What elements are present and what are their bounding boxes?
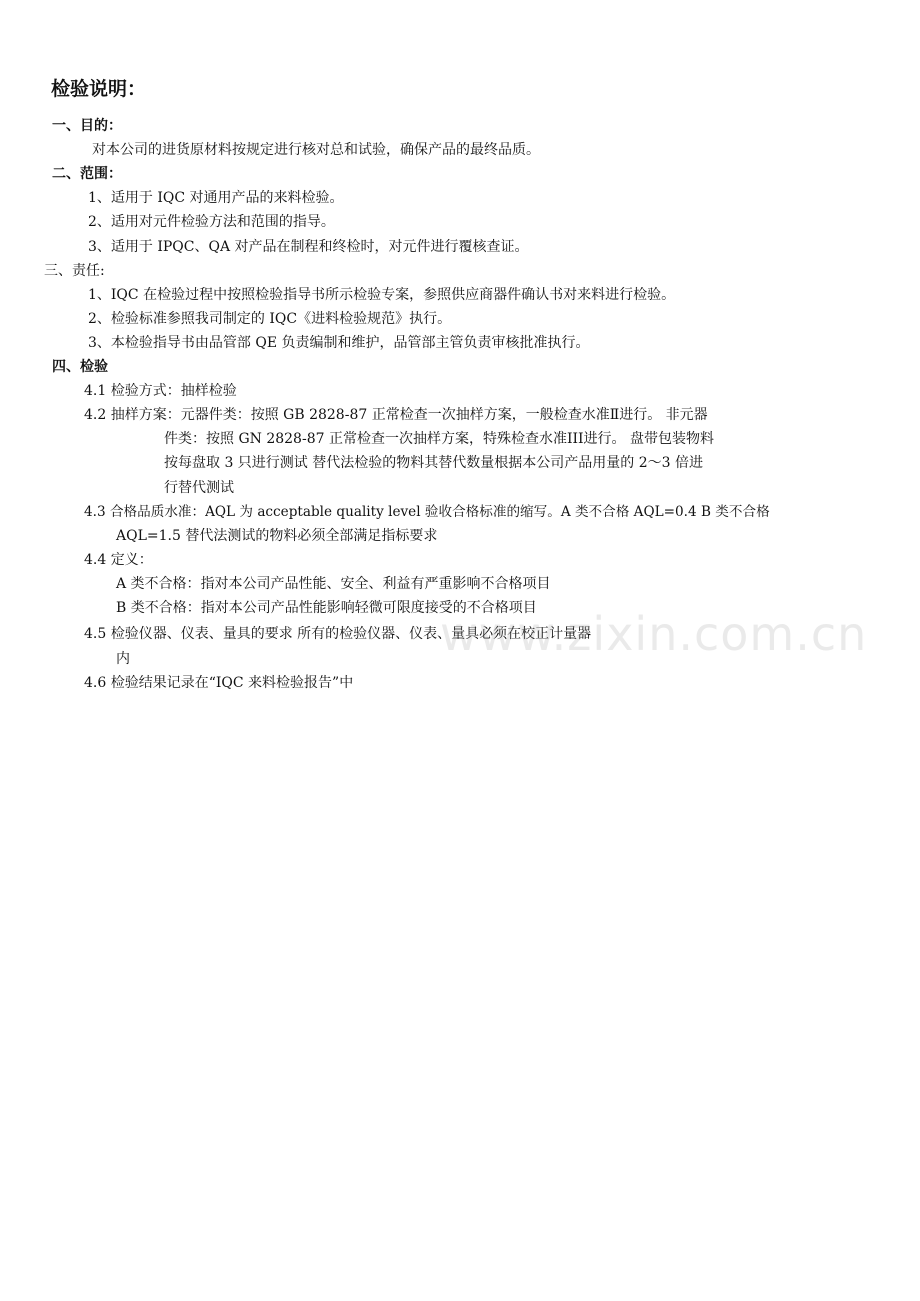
scope-line-1: 1、适用于 IQC 对通用产品的来料检验。 <box>88 190 344 206</box>
purpose-line: 对本公司的进货原材料按规定进行核对总和试验，确保产品的最终品质。 <box>92 142 540 158</box>
inspection-line-4-4: 4.4 定义： <box>84 552 153 568</box>
inspection-line-4-3-cont: AQL=1.5 替代法测试的物料必须全部满足指标要求 <box>116 528 438 544</box>
inspection-line-4-2-cont-2: 按每盘取 3 只进行测试 替代法检验的物料其替代数量根据本公司产品用量的 2～3 倍进 <box>164 455 703 471</box>
inspection-line-4-6: 4.6 检验结果记录在“IQC 来料检验报告”中 <box>84 675 354 691</box>
section-inspection-heading: 四、检验 <box>52 359 108 375</box>
definition-class-b: B 类不合格：指对本公司产品性能影响轻微可限度接受的不合格项目 <box>116 600 537 616</box>
inspection-line-4-1: 4.1 检验方式：抽样检验 <box>84 383 237 399</box>
inspection-line-4-3: 4.3 合格品质水准：AQL 为 acceptable quality level 验收合格标准的缩写。A 类不合格 AQL=0.4 B 类不合格 <box>84 504 770 520</box>
responsibility-line-2: 2、检验标准参照我司制定的 IQC《进料检验规范》执行。 <box>88 311 452 327</box>
responsibility-line-3: 3、本检验指导书由品管部 QE 负责编制和维护，品管部主管负责审核批准执行。 <box>88 335 590 351</box>
inspection-line-4-5-cont: 内 <box>116 651 130 667</box>
scope-line-3: 3、适用于 IPQC、QA 对产品在制程和终检时，对元件进行覆核查证。 <box>88 239 529 255</box>
inspection-line-4-5: 4.5 检验仪器、仪表、量具的要求 所有的检验仪器、仪表、量具必须在校正计量器 <box>84 626 592 642</box>
watermark: www.zixin.com.cn <box>440 607 868 661</box>
scope-line-2: 2、适用对元件检验方法和范围的指导。 <box>88 214 335 230</box>
inspection-line-4-2-cont-1: 件类：按照 GN 2828-87 正常检查一次抽样方案，特殊检查水准III进行。 盘带包装物料 <box>164 431 714 447</box>
section-purpose-heading: 一、目的： <box>52 118 122 134</box>
inspection-line-4-2: 4.2 抽样方案：元器件类：按照 GB 2828-87 正常检查一次抽样方案，一般检查水准Ⅱ进行。 非元器 <box>84 407 708 423</box>
section-responsibility-heading: 三、责任: <box>44 263 105 279</box>
responsibility-line-1: 1、IQC 在检验过程中按照检验指导书所示检验专案，参照供应商器件确认书对来料进行检验。 <box>88 287 676 303</box>
definition-class-a: A 类不合格：指对本公司产品性能、安全、利益有严重影响不合格项目 <box>116 576 551 592</box>
inspection-line-4-2-cont-3: 行替代测试 <box>164 480 234 496</box>
section-scope-heading: 二、范围： <box>52 166 122 182</box>
document-title: 检验说明： <box>51 78 147 100</box>
